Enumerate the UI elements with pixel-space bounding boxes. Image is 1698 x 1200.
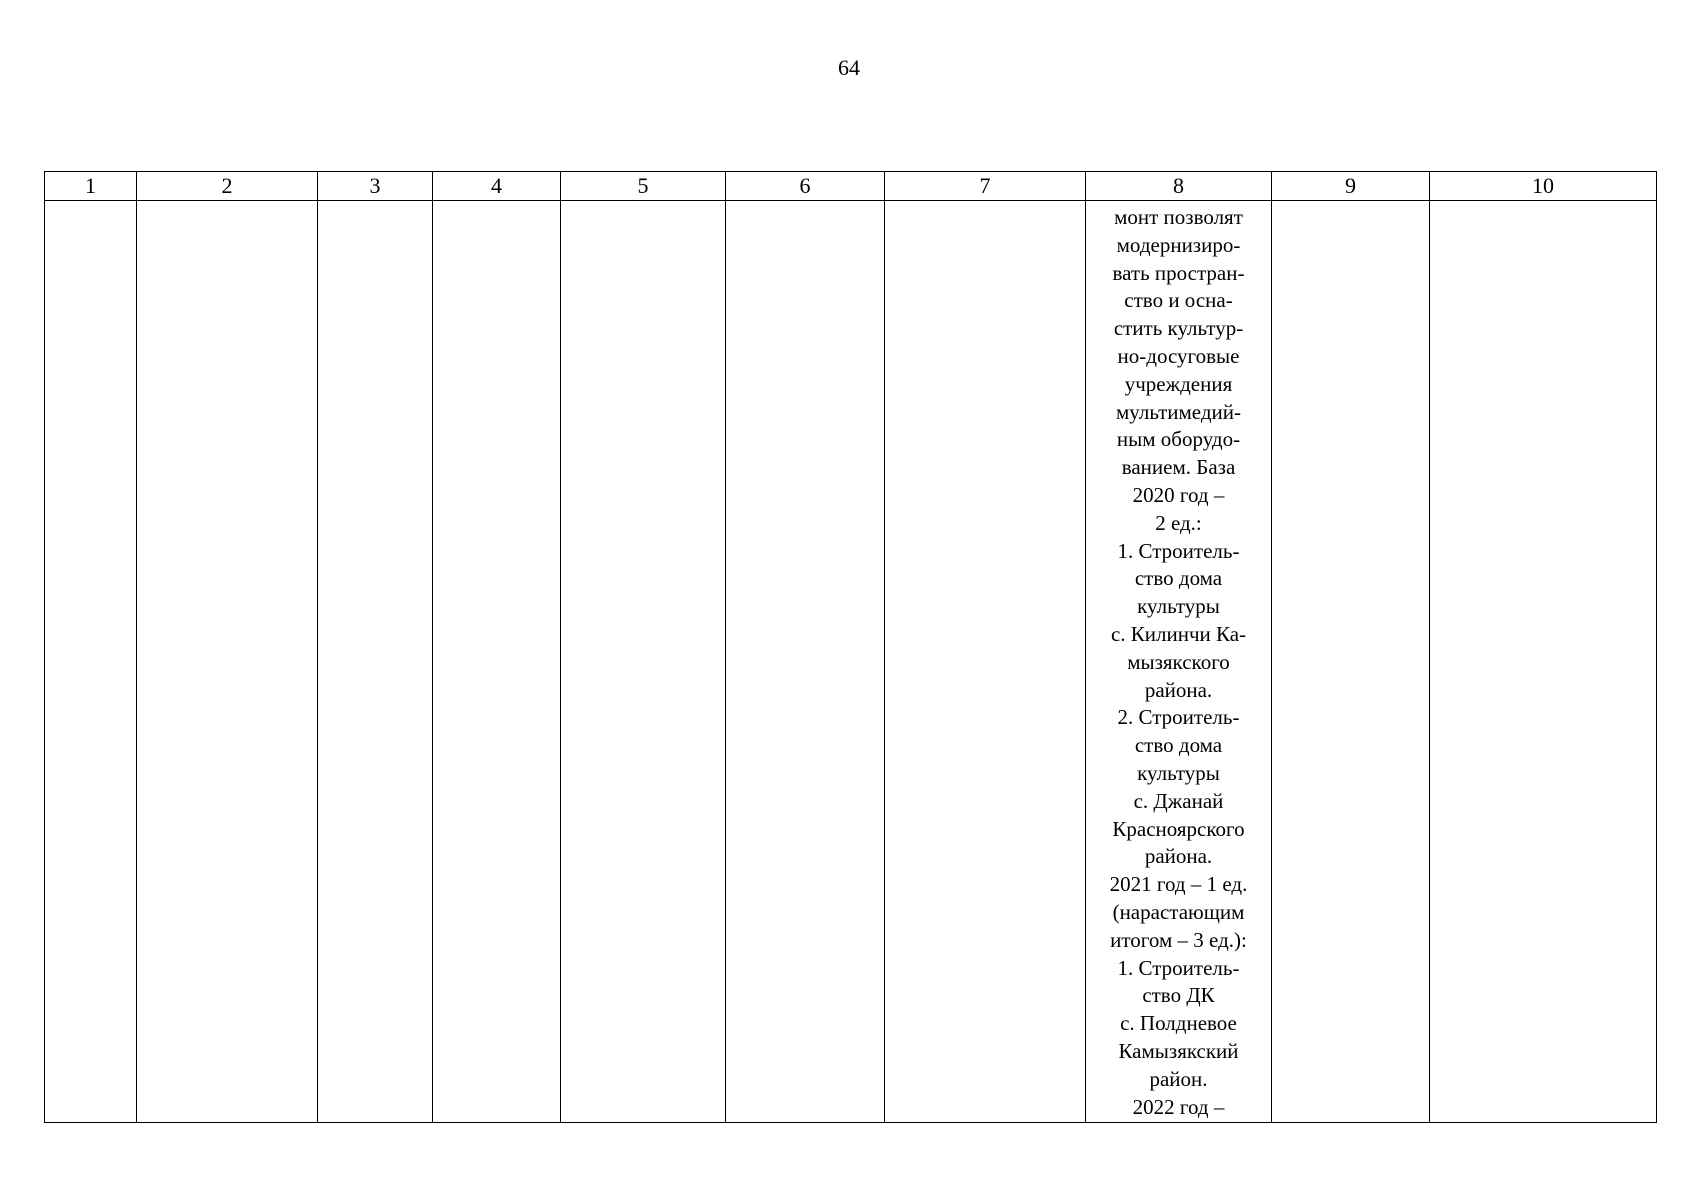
- column-header-7: 7: [885, 172, 1086, 201]
- table-cell-col1: [45, 201, 137, 1123]
- table-cell-col6: [726, 201, 885, 1123]
- column-header-1: 1: [45, 172, 137, 201]
- table-cell-col5: [561, 201, 726, 1123]
- cell-text-line: 1. Строитель-: [1117, 955, 1240, 980]
- cell-text-line: ванием. База: [1121, 455, 1236, 480]
- table-cell-col2: [137, 201, 318, 1123]
- table-cell-col10: [1430, 201, 1657, 1123]
- cell-text-line: района.: [1144, 677, 1213, 702]
- cell-text-line: 2021 год – 1 ед.: [1109, 872, 1248, 897]
- cell-text-line: учреждения: [1124, 371, 1233, 396]
- cell-text-line: (нарастающим: [1112, 899, 1245, 924]
- cell-text-line: с. Полдневое: [1120, 1011, 1237, 1036]
- column-header-2: 2: [137, 172, 318, 201]
- cell-text-line: ство дома: [1134, 733, 1223, 758]
- cell-text-line: ство и осна-: [1124, 288, 1233, 313]
- column-header-6: 6: [726, 172, 885, 201]
- cell-text-line: 1. Строитель-: [1117, 538, 1240, 563]
- cell-text-line: модернизиро-: [1116, 232, 1241, 257]
- table-cell-col8: [1086, 201, 1272, 1123]
- cell-text-line: мызякского: [1127, 649, 1230, 674]
- cell-text-line: с. Килинчи Ка-: [1110, 621, 1247, 646]
- cell-text-line: район.: [1149, 1066, 1208, 1091]
- column-header-8: 8: [1086, 172, 1272, 201]
- column-header-10: 10: [1430, 172, 1657, 201]
- cell-text-line: 2022 год –: [1132, 1094, 1225, 1119]
- cell-text-line: 2. Строитель-: [1117, 705, 1240, 730]
- cell-text-line: Камызякский: [1118, 1038, 1239, 1063]
- cell-text-line: района.: [1144, 844, 1213, 869]
- table-cell-col9: [1272, 201, 1430, 1123]
- cell-text-line: культуры: [1137, 594, 1220, 619]
- page-number: 64: [838, 55, 860, 80]
- cell-text-line: мультимедий-: [1115, 399, 1242, 424]
- cell-text-line: итогом – 3 ед.):: [1110, 927, 1247, 952]
- column-header-5: 5: [561, 172, 726, 201]
- document-table: [44, 171, 1657, 1123]
- cell-text-line: но-досуговые: [1117, 343, 1240, 368]
- cell-text-line: ным оборудо-: [1116, 427, 1241, 452]
- cell-text-line: стить культур-: [1113, 316, 1244, 341]
- cell-text-line: Красноярского: [1112, 816, 1245, 841]
- cell-text-line: монт позволят: [1114, 205, 1243, 229]
- table-cell-col7: [885, 201, 1086, 1123]
- column-header-3: 3: [318, 172, 433, 201]
- cell-text-line: 2020 год –: [1132, 482, 1225, 507]
- cell-text-line: 2 ед.:: [1155, 510, 1202, 535]
- table-cell-col4: [433, 201, 561, 1123]
- column-header-9: 9: [1272, 172, 1430, 201]
- cell-text-line: ство ДК: [1142, 983, 1215, 1008]
- column-header-4: 4: [433, 172, 561, 201]
- cell-text-line: ство дома: [1134, 566, 1223, 591]
- cell-text-line: вать простран-: [1112, 260, 1245, 285]
- cell-text-line: с. Джанай: [1133, 788, 1224, 813]
- cell-text-line: культуры: [1137, 760, 1220, 785]
- table-cell-col3: [318, 201, 433, 1123]
- table-header-row: [45, 172, 1657, 201]
- cell-text-block: [1086, 201, 1271, 1121]
- table-row: [45, 201, 1657, 1123]
